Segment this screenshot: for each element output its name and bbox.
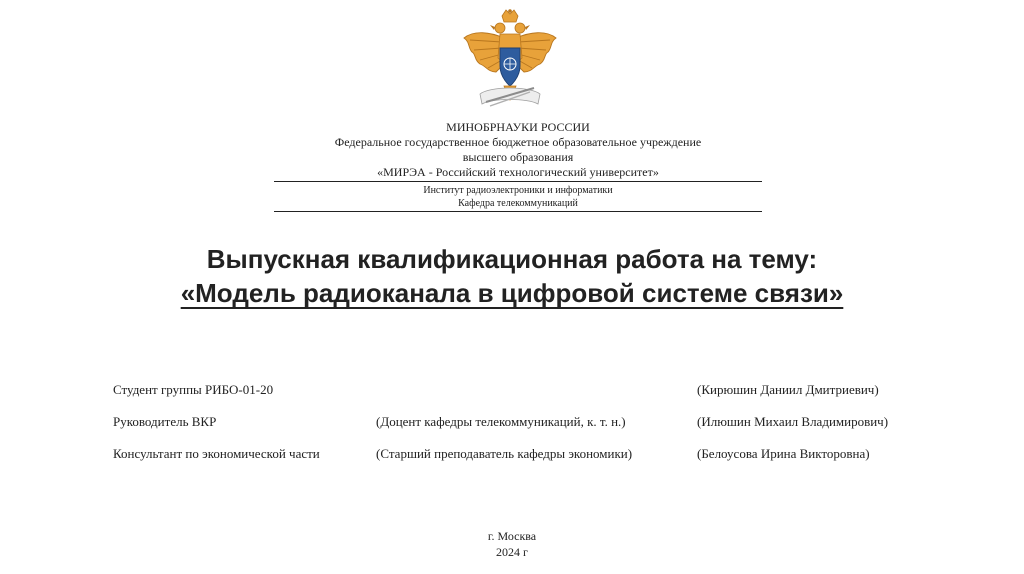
divider-line <box>274 181 762 182</box>
consultant-position: (Старший преподаватель кафедры экономики) <box>376 446 633 461</box>
divider-line <box>274 211 762 212</box>
student-row <box>0 380 1024 400</box>
double-headed-eagle-emblem-icon <box>460 8 560 116</box>
consultant-name: (Белоусова Ирина Викторовна) <box>697 446 870 461</box>
supervisor-position: (Доцент кафедры телекоммуникаций, к. т. н.) <box>376 414 626 429</box>
thesis-topic: «Модель радиоканала в цифровой системе связи» <box>180 278 844 308</box>
university-name: «МИРЭА - Российский технологический университет» <box>377 165 659 179</box>
consultant-row <box>0 444 1024 464</box>
department-name: Кафедра телекоммуникаций <box>458 198 578 209</box>
city: г. Москва <box>487 529 537 543</box>
student-role: Студент группы РИБО-01-20 <box>113 382 274 397</box>
footer <box>0 528 1024 560</box>
institution-level: высшего образования <box>462 150 574 164</box>
thesis-title <box>0 242 1024 310</box>
organization-header <box>274 120 762 214</box>
supervisor-row <box>0 412 1024 432</box>
ministry-name: МИНОБРНАУКИ РОССИИ <box>446 120 590 134</box>
institute-name: Институт радиоэлектроники и информатики <box>423 185 613 196</box>
year: 2024 г <box>496 545 528 559</box>
student-name: (Кирюшин Даниил Дмитриевич) <box>697 382 879 397</box>
thesis-title-line1: Выпускная квалификационная работа на тему: <box>206 244 818 274</box>
supervisor-role: Руководитель ВКР <box>113 414 217 429</box>
consultant-role: Консультант по экономической части <box>113 446 320 461</box>
institution-type: Федеральное государственное бюджетное образовательное учреждение <box>334 135 702 149</box>
supervisor-name: (Илюшин Михаил Владимирович) <box>697 414 889 429</box>
